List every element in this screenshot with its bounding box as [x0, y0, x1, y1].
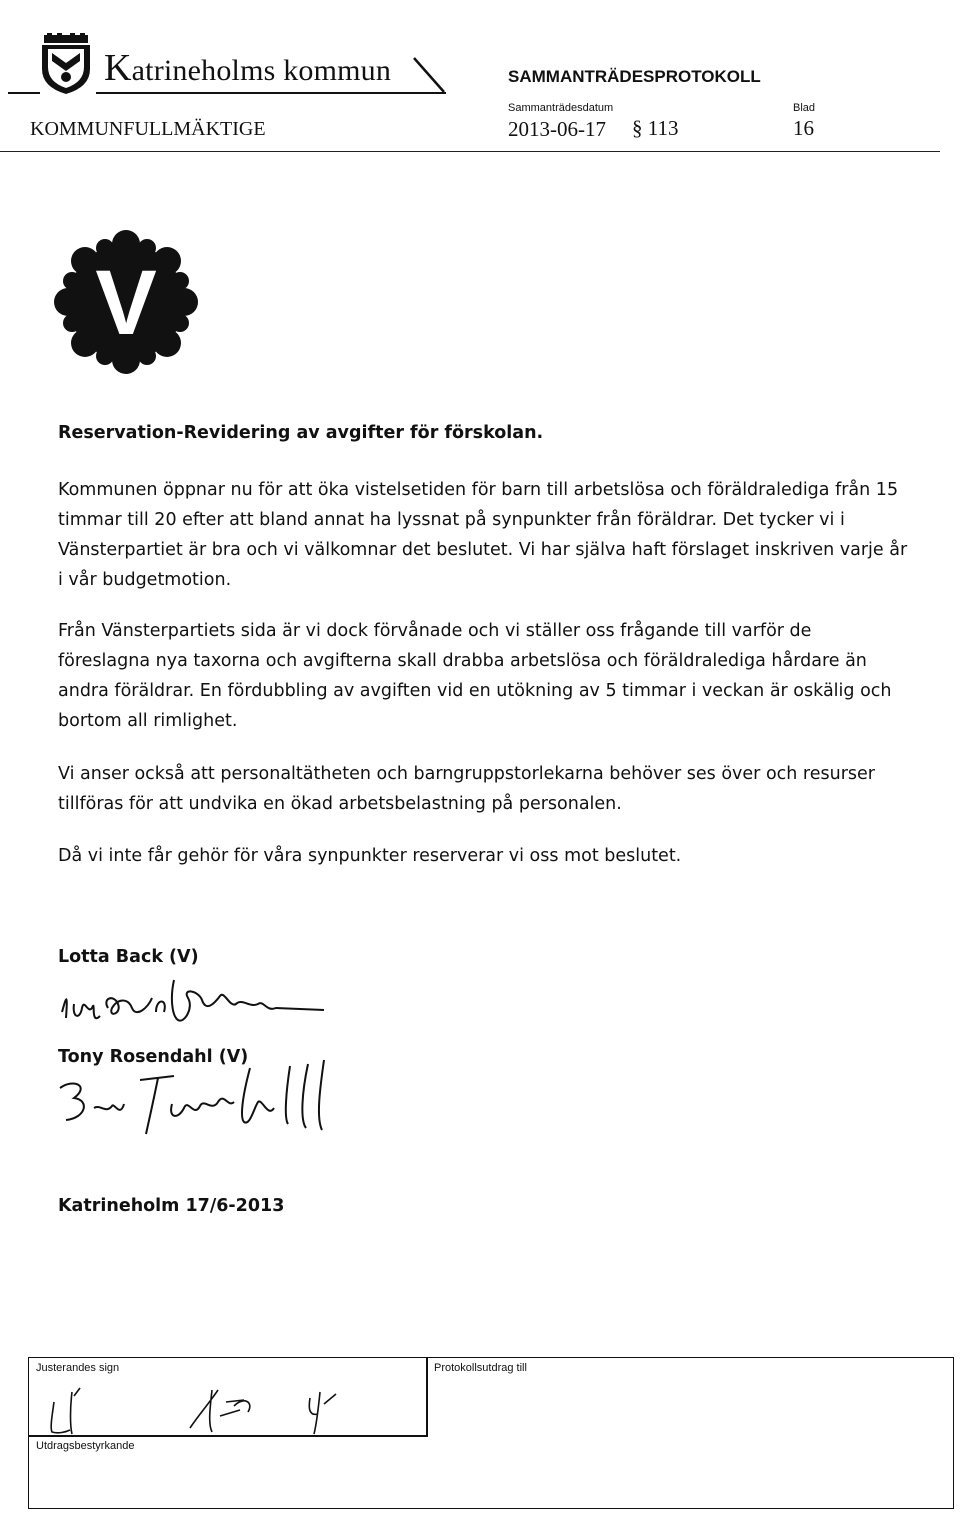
municipal-crest-icon: [38, 33, 94, 95]
organization-name: [104, 46, 391, 90]
sheet-label: Blad: [793, 102, 816, 114]
header-underline-left: [8, 92, 40, 94]
adjuster-sign-label: Justerandes sign: [36, 1362, 120, 1374]
place-and-date: Katrineholm 17/6-2013: [58, 1196, 285, 1216]
body-paragraph: Då vi inte får gehör för våra synpunkter reserverar vi oss mot beslutet.: [58, 846, 682, 866]
body-paragraph: Kommunen öppnar nu för att öka vistelsetiden för barn till arbetslösa och föräldralediga från 15 timmar till 20 efter att bland annat ha lyssnat på synpunkter från föräldrar. Det tycker vi i Vänsterpartiet är bra och vi välkomnar det beslutet. Vi har själva haft förslaget inskriven varje år i vår budgetmotion.: [58, 480, 908, 590]
extract-to-label: Protokollsutdrag till: [434, 1362, 527, 1374]
footer-divider: [426, 1357, 428, 1437]
logo-letter: V: [95, 252, 157, 354]
signer-name: Lotta Back (V): [58, 947, 199, 967]
party-rose-logo-icon: [50, 226, 202, 378]
handwritten-signature-icon: [54, 1058, 344, 1140]
document-type: SAMMANTRÄDESPROTOKOLL: [508, 67, 761, 86]
header-rule: [0, 151, 940, 152]
extract-certification-label: Utdragsbestyrkande: [36, 1440, 135, 1452]
sheet-number: 16: [793, 116, 814, 140]
body-paragraph: Vi anser också att personaltätheten och barngruppstorlekarna behöver ses över och resurser tillföras för att undvika en ökad arbetsbelastning på personalen.: [58, 764, 875, 814]
header-flourish-icon: [410, 52, 450, 98]
governing-body-name: KOMMUNFULLMÄKTIGE: [30, 118, 266, 140]
body-paragraph: Från Vänsterpartiets sida är vi dock förvånade och vi ställer oss frågande till varför de föreslagna nya taxorna och avgifterna skall drabba arbetslösa och föräldralediga hårdare än andra föräldrar. En fördubbling av avgiften vid en utökning av 5 timmar i veckan är oskälig och bortom all rimlighet.: [58, 621, 892, 731]
header-underline: [96, 92, 446, 94]
organization-name-initial: K: [104, 47, 132, 89]
reservation-heading: Reservation-Revidering av avgifter för förskolan.: [58, 423, 544, 443]
organization-name-rest: atrineholms kommun: [131, 54, 392, 87]
adjuster-initials-icon: [40, 1382, 360, 1436]
meeting-date-label: Sammanträdesdatum: [508, 102, 614, 114]
paragraph-number: § 113: [632, 116, 679, 140]
meeting-date: 2013-06-17: [508, 117, 606, 141]
signer-name: Tony Rosendahl (V): [58, 1047, 249, 1067]
handwritten-signature-icon: [52, 968, 332, 1030]
